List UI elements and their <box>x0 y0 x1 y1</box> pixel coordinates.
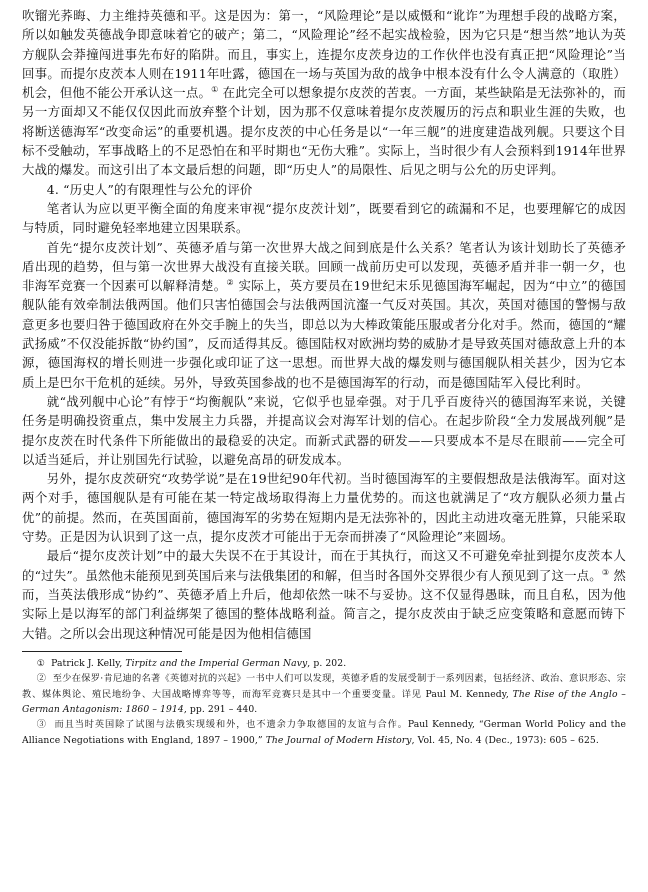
footnote-text: , Vol. 45, No. 4 (Dec., 1973): 605 – 625. <box>411 734 599 746</box>
footnote-ref-2[interactable]: ② <box>226 278 235 288</box>
footnote-title: The Rise of the Anglo – German Antagonism: 1860 – 1914 <box>22 688 626 716</box>
footnote-text: Patrick J. Kelly, <box>51 657 126 669</box>
footnote-title: Tirpitz and the Imperial German Navy <box>125 657 308 669</box>
footnote-ref-1[interactable]: ① <box>211 85 219 95</box>
footnotes <box>22 656 626 748</box>
footnote-divider <box>22 651 182 652</box>
paragraph-text: 实际上，英方要员在19世纪末乐见德国海军崛起，因为“中立”的德国舰队能有效牵制法俄两国。他们只害怕德国会与法俄两国沆瀣一气反对英国。其次，英国对德国的警惕与敌意更多也要归咎于德国政府在外交手腕上的失当，即总以为大棒政策能压服或者分化对手。然而，德国的“耀武扬威”不仅没能拆散“协约国”，反而适得其反。德国陆权对欧洲均势的威胁才是导致英国对德敌意上升的本源，德国海权的增长则进一步强化或印证了这一思想。而世界大战的爆发则与德国舰队相关甚少，因为它本质上是巴尔干危机的延续。另外，导致英国参战的也不是德国海军的行动，而是德国陆军入侵比利时。 <box>22 278 627 390</box>
paragraph-text: 吹镏光荞晦、力主维持英德和平。这是因为：第一，“风险理论”是以威慑和“讹诈”为理想手段的战略方案，所以如触发英德战争即意味着它的破产；第二，“风险理论”经不起实战检验，因为它只是“想当然”地认为英方舰队会莽撞闯进事先布好的陷阱。而且，事实上，连提尔皮茨身边的工作伙伴也没有真正把“风险理论”当回事。而提尔皮茨本人则在1911年吐露，德国在一场与英国为敌的战争中根本没有什么令人满意的（取胜）机会，但他不能公开承认这一点。 <box>22 8 626 101</box>
footnote-2 <box>22 671 626 717</box>
body-text <box>22 6 626 643</box>
paragraph-text: 在此完全可以想象提尔皮茨的苦衷。一方面，某些缺陷是无法弥补的，而另一方面却又不能仅仅因此而放弃整个计划，因为那不仅意味着提尔皮茨履历的污点和职业生涯的失败，也将断送德海军“改变命运”的重要机遇。提尔皮茨的中心任务是以“一年三舰”的进度建造战列舰。只要这个目标不受触动，军事战略上的不足恐怕在和平时期也“无伤大雅”。实际上，当时很少有人会预料到1914年世界大战的爆发。而这引出了本文最后想的问题，即“历史人”的局限性、后见之明与公允的历史评判。 <box>22 85 627 178</box>
paragraph-balanced-view: 笔者认为应以更平衡全面的角度来审视“提尔皮茨计划”，既要看到它的疏漏和不足，也要理解它的成因与特质，同时避免轻率地建立因果联系。 <box>22 200 626 236</box>
footnote-text: 而且当时英国除了试图与法俄实现缓和外，也不遗余力争取德国的友谊与合作。Paul Kennedy, “German World Policy and the Alliance Negotiations with England, 1897 – 1900,” <box>22 719 627 746</box>
footnote-mark: ③ <box>36 719 47 731</box>
paragraph-final-error <box>22 546 626 642</box>
paragraph-battleship-doctrine: 就“战列舰中心论”有悖于“均衡舰队”来说，它似乎也显牵强。对于几乎百废待兴的德国海军来说，关键任务是明确投资重点，集中发展主力兵器，并提高议会对海军计划的信心。在起步阶段“全力发展战列舰”是提尔皮茨在时代条件下所能做出的最稳妥的决定。而新式武器的研发——只要成本不是尽在眼前——完全可以适当延后，并让别国先行试验，以避免高昂的研发成本。 <box>22 393 626 467</box>
footnote-mark: ① <box>36 657 46 669</box>
footnote-text: , pp. 291 – 440. <box>183 704 258 716</box>
paragraph-text: 首先“提尔皮茨计划”、英德矛盾与第一次世界大战之间到底是什么关系？笔者认为该计划助长了英德矛盾出现的趋势，但与第一次世界大战没有直接关联。回顾一战前历史可以发现，英德矛盾并非一朝一夕，也非海军竞赛一个因素可以解释清楚。 <box>22 239 626 294</box>
paragraph-text: 然而，当英法俄形成“协约”、英德矛盾上升后，他却依然一味不与妥协。这不仅显得愚昧，而且自私，因为他实际上是以海军的部门利益绑架了德国的整体战略利益。简言之，提尔皮茨由于缺乏应变策略和意愿而铸下大错。之所以会出现这种情况可能是因为他相信德国 <box>22 567 626 641</box>
paragraph-text: 最后“提尔皮茨计划”中的最大失误不在于其设计，而在于其执行，而这又不可避免牵扯到提尔皮茨本人的“过失”。虽然他未能预见到英国后来与法俄集团的和解，但当时各国外交界很少有人预见到了这一点。 <box>22 548 626 583</box>
footnote-3 <box>22 717 626 748</box>
footnote-title: The Journal of Modern History <box>265 734 412 746</box>
footnote-text: , p. 202. <box>307 657 347 669</box>
footnote-ref-3[interactable]: ③ <box>601 567 610 577</box>
footnote-text: 至少在保罗·肯尼迪的名著《英德对抗的兴起》一书中人们可以发现，英德矛盾的发展受制于一系列因素，包括经济、政治、意识形态、宗教、媒体舆论、殖民地纷争、大国战略博弈等等，而海军竞赛只是其中一个重要变量。详见 Paul M. Kennedy, <box>22 673 626 700</box>
section-heading: 4. “历史人”的有限理性与公允的评价 <box>46 181 253 197</box>
paragraph-risk-theory <box>22 6 626 180</box>
paragraph-anglo-german-relations <box>22 238 626 392</box>
footnote-1 <box>22 656 626 671</box>
footnote-mark: ② <box>36 673 47 685</box>
paragraph-offensive-doctrine: 另外，提尔皮茨研究“攻势学说”是在19世纪90年代初。当时德国海军的主要假想敌是法俄海军。面对这两个对手，德国舰队是有可能在某一特定战场取得海上力量优势的。而这也就满足了“攻方舰队必须力量占优”的前提。然而，在英国面前，德国海军的劣势在短期内是无法弥补的，因此主动进攻毫无胜算，只能采取守势。正是因为认识到了这一点，提尔皮茨才可能出于无奈而拼凑了“风险理论”来圆场。 <box>22 471 626 545</box>
